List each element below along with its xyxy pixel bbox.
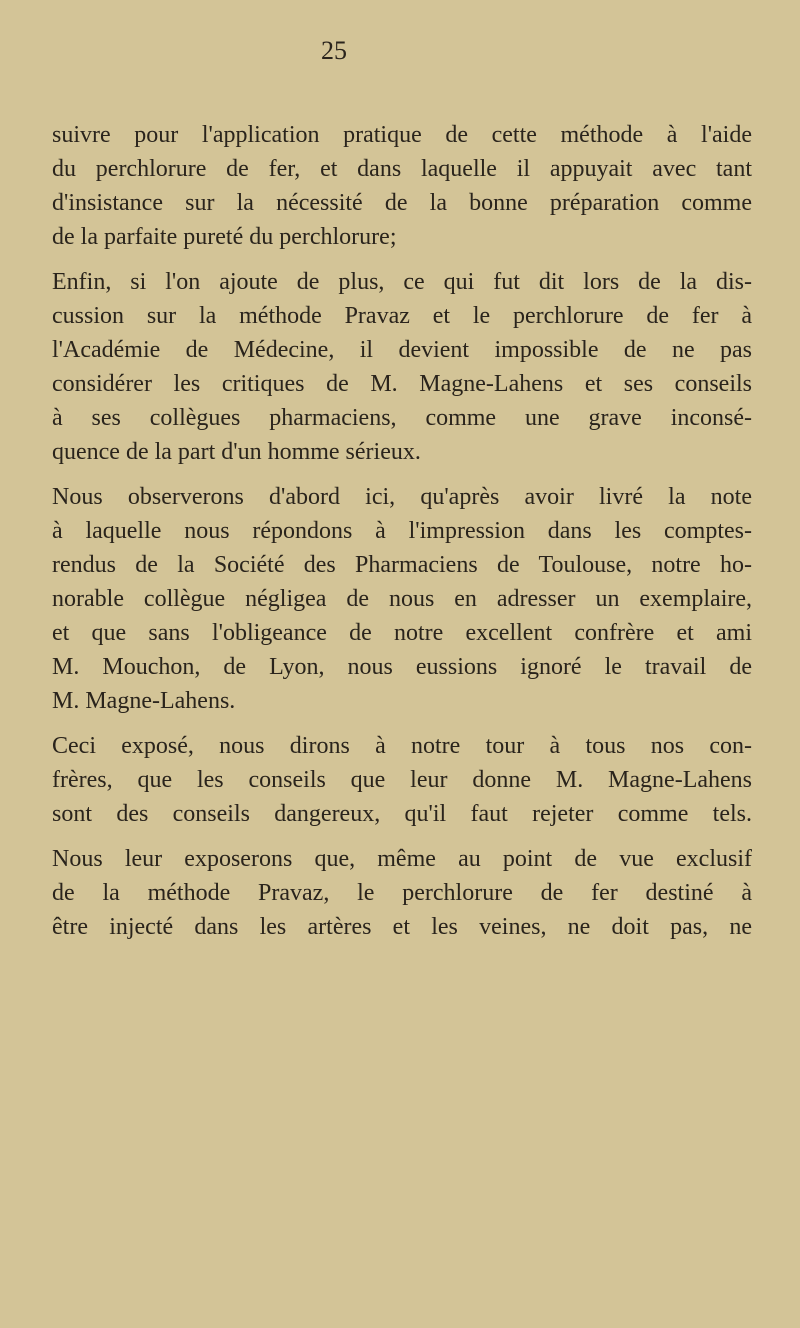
text-line: et que sans l'obligeance de notre excellent confrère et ami bbox=[52, 620, 752, 646]
text-line: Nous leur exposerons que, même au point de vue exclusif bbox=[52, 846, 752, 872]
body-text bbox=[52, 118, 752, 955]
text-line: cussion sur la méthode Pravaz et le perchlorure de fer à bbox=[52, 303, 752, 329]
text-line: quence de la part d'un homme sérieux. bbox=[52, 439, 421, 465]
paragraph bbox=[52, 480, 752, 718]
text-line: M. Magne-Lahens. bbox=[52, 688, 236, 714]
text-line: d'insistance sur la nécessité de la bonne préparation comme bbox=[52, 190, 752, 216]
text-line: Enfin, si l'on ajoute de plus, ce qui fut dit lors de la dis- bbox=[52, 269, 752, 295]
paragraph bbox=[52, 729, 752, 831]
text-line: du perchlorure de fer, et dans laquelle il appuyait avec tant bbox=[52, 156, 752, 182]
paragraph bbox=[52, 842, 752, 944]
text-line: l'Académie de Médecine, il devient impossible de ne pas bbox=[52, 337, 752, 363]
text-line: de la parfaite pureté du perchlorure; bbox=[52, 224, 397, 250]
text-line: à ses collègues pharmaciens, comme une grave inconsé- bbox=[52, 405, 752, 431]
text-line: M. Mouchon, de Lyon, nous eussions ignoré le travail de bbox=[52, 654, 752, 680]
paragraph bbox=[52, 265, 752, 469]
text-line: Ceci exposé, nous dirons à notre tour à tous nos con- bbox=[52, 733, 752, 759]
text-line: rendus de la Société des Pharmaciens de Toulouse, notre ho- bbox=[52, 552, 752, 578]
text-line: à laquelle nous répondons à l'impression dans les comptes- bbox=[52, 518, 752, 544]
text-line: Nous observerons d'abord ici, qu'après avoir livré la note bbox=[52, 484, 752, 510]
text-line: sont des conseils dangereux, qu'il faut rejeter comme tels. bbox=[52, 801, 752, 827]
text-line: norable collègue négligea de nous en adresser un exemplaire, bbox=[52, 586, 752, 612]
text-line: considérer les critiques de M. Magne-Lahens et ses conseils bbox=[52, 371, 752, 397]
paragraph bbox=[52, 118, 752, 254]
page-number: 25 bbox=[321, 36, 347, 65]
text-line: de la méthode Pravaz, le perchlorure de fer destiné à bbox=[52, 880, 752, 906]
text-line: être injecté dans les artères et les veines, ne doit pas, ne bbox=[52, 914, 752, 940]
text-line: suivre pour l'application pratique de cette méthode à l'aide bbox=[52, 122, 752, 148]
text-line: frères, que les conseils que leur donne M. Magne-Lahens bbox=[52, 767, 752, 793]
